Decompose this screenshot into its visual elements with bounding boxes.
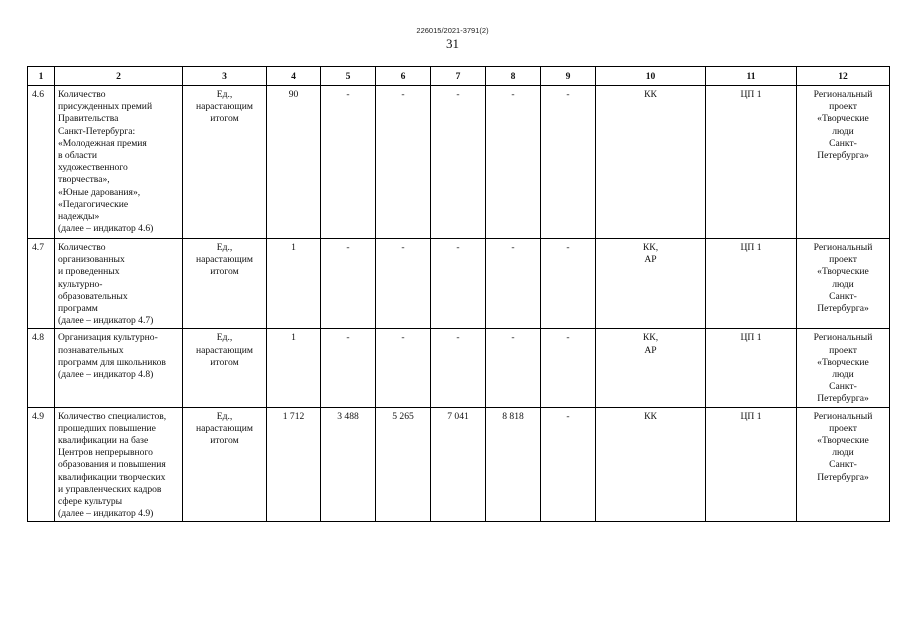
value-col5: -: [321, 239, 376, 329]
column-header: 6: [376, 67, 431, 86]
project: Региональный проект «Творческие люди Санкт- Петербурга»: [797, 329, 890, 407]
table-row: [28, 407, 890, 522]
responsible: КК, АР: [596, 239, 706, 329]
indicator-name: Организация культурно- познавательных программ для школьников (далее – индикатор 4.8): [55, 329, 183, 407]
program: ЦП 1: [706, 329, 797, 407]
indicators-table: [27, 66, 890, 522]
column-header: 11: [706, 67, 797, 86]
indicator-number: 4.6: [28, 86, 55, 239]
indicator-number: 4.8: [28, 329, 55, 407]
program: ЦП 1: [706, 407, 797, 522]
value-col7: -: [431, 86, 486, 239]
indicator-name: Количество организованных и проведенных культурно- образовательных программ (далее – индикатор 4.7): [55, 239, 183, 329]
value-col4: 1 712: [267, 407, 321, 522]
responsible: КК, АР: [596, 329, 706, 407]
column-header: 5: [321, 67, 376, 86]
value-col7: -: [431, 329, 486, 407]
project: Региональный проект «Творческие люди Санкт- Петербурга»: [797, 407, 890, 522]
indicator-number: 4.7: [28, 239, 55, 329]
column-header: 10: [596, 67, 706, 86]
value-col8: -: [486, 86, 541, 239]
value-col6: -: [376, 86, 431, 239]
column-header: 9: [541, 67, 596, 86]
column-header: 4: [267, 67, 321, 86]
indicator-name: Количество специалистов, прошедших повышение квалификации на базе Центров непрерывного образования и повышения квалификации творческих и управленческих кадров сфере культуры (далее – индикатор 4.9): [55, 407, 183, 522]
table-row: [28, 239, 890, 329]
column-header: 3: [183, 67, 267, 86]
value-col4: 90: [267, 86, 321, 239]
value-col7: 7 041: [431, 407, 486, 522]
value-col5: -: [321, 329, 376, 407]
document-id: 226015/2021-3791(2): [416, 26, 489, 35]
table-header-row: [28, 67, 890, 86]
value-col9: -: [541, 239, 596, 329]
page-number: 31: [446, 36, 459, 51]
value-col4: 1: [267, 239, 321, 329]
responsible: КК: [596, 407, 706, 522]
column-header: 7: [431, 67, 486, 86]
value-col9: -: [541, 86, 596, 239]
unit: Ед., нарастающим итогом: [183, 329, 267, 407]
value-col5: 3 488: [321, 407, 376, 522]
value-col8: 8 818: [486, 407, 541, 522]
value-col6: 5 265: [376, 407, 431, 522]
value-col8: -: [486, 239, 541, 329]
responsible: КК: [596, 86, 706, 239]
program: ЦП 1: [706, 86, 797, 239]
table-row: [28, 86, 890, 239]
indicator-number: 4.9: [28, 407, 55, 522]
value-col8: -: [486, 329, 541, 407]
value-col6: -: [376, 239, 431, 329]
value-col9: -: [541, 329, 596, 407]
column-header: 8: [486, 67, 541, 86]
column-header: 1: [28, 67, 55, 86]
column-header: 2: [55, 67, 183, 86]
program: ЦП 1: [706, 239, 797, 329]
unit: Ед., нарастающим итогом: [183, 86, 267, 239]
unit: Ед., нарастающим итогом: [183, 239, 267, 329]
value-col9: -: [541, 407, 596, 522]
value-col5: -: [321, 86, 376, 239]
value-col7: -: [431, 239, 486, 329]
column-header: 12: [797, 67, 890, 86]
unit: Ед., нарастающим итогом: [183, 407, 267, 522]
value-col4: 1: [267, 329, 321, 407]
project: Региональный проект «Творческие люди Санкт- Петербурга»: [797, 86, 890, 239]
project: Региональный проект «Творческие люди Санкт- Петербурга»: [797, 239, 890, 329]
table-row: [28, 329, 890, 407]
indicator-name: Количество присужденных премий Правительства Санкт-Петербурга: «Молодежная премия в области художественного творчества», «Юные дарования», «Педагогические надежды» (далее – индикатор 4.6): [55, 86, 183, 239]
value-col6: -: [376, 329, 431, 407]
